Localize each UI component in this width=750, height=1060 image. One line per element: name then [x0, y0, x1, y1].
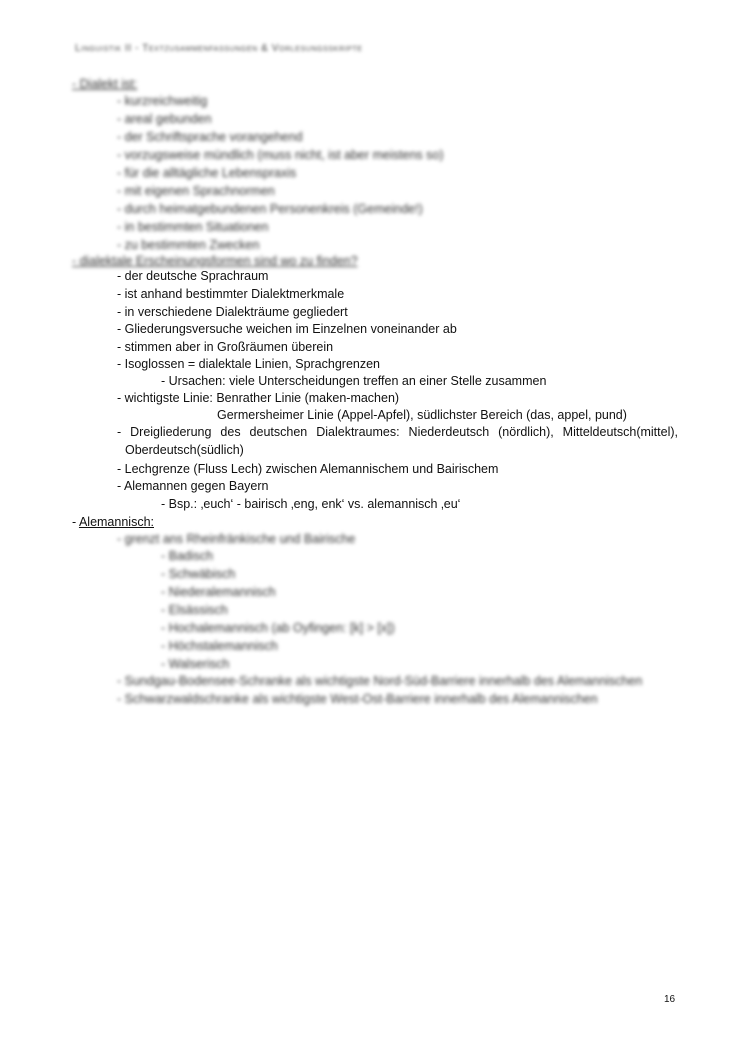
dreigliederung-line-2: Oberdeutsch(südlich): [125, 442, 244, 457]
erscheinung-item: - Isoglossen = dialektale Linien, Sprachgrenzen: [117, 357, 381, 371]
erscheinung-item: - ist anhand bestimmter Dialektmerkmale: [117, 287, 345, 301]
alemannisch-subitem: - Hochalemannisch (ab Oyfingen: [k] > [x]): [161, 621, 395, 635]
dialekt-item: - kurzreichweitig: [117, 94, 208, 108]
erscheinung-item: - Gliederungsversuche weichen im Einzelnen voneinander ab: [117, 322, 457, 336]
dialekt-item: - der Schriftsprache vorangehend: [117, 130, 303, 144]
dialekt-heading: - Dialekt ist:: [72, 77, 138, 91]
alemannen-item: - Alemannen gegen Bayern: [117, 479, 269, 493]
alemannisch-heading-dash: -: [72, 515, 79, 529]
page-header: Linguistik II - Textzusammenfassungen & Vorlesungsskripte: [75, 43, 363, 54]
dialekt-item: - zu bestimmten Zwecken: [117, 238, 260, 252]
alemannisch-heading: [72, 514, 154, 531]
alemannisch-subitem: - Walserisch: [161, 657, 230, 671]
dreigliederung-line-1: - Dreigliederung des deutschen Dialektraumes: Niederdeutsch (nördlich), Mitteldeutsch(mittel),: [117, 425, 678, 439]
dialekt-item: - areal gebunden: [117, 112, 212, 126]
alemannisch-subitem: - Elsässisch: [161, 603, 228, 617]
dialekt-item: - durch heimatgebundenen Personenkreis (Gemeinde!): [117, 202, 423, 216]
alemannisch-subitem: - Badisch: [161, 549, 214, 563]
lechgrenze-item: - Lechgrenze (Fluss Lech) zwischen Alemannischem und Bairischem: [117, 462, 499, 476]
alemannisch-subitem: - Schwäbisch: [161, 567, 236, 581]
alemannisch-subitem: - Niederalemannisch: [161, 585, 276, 599]
erscheinung-item: - der deutsche Sprachraum: [117, 269, 269, 283]
alemannisch-item: - Sundgau-Bodensee-Schranke als wichtigste Nord-Süd-Barriere innerhalb des Alemannischen: [117, 674, 643, 688]
dialekt-item: - für die alltägliche Lebenspraxis: [117, 166, 297, 180]
page-number: 16: [664, 994, 676, 1005]
alemannisch-heading-label: Alemannisch:: [78, 515, 154, 529]
ursachen-item: - Ursachen: viele Unterscheidungen treffen an einer Stelle zusammen: [161, 374, 547, 388]
erscheinung-item: - stimmen aber in Großräumen überein: [117, 340, 334, 354]
dialekt-item: - mit eigenen Sprachnormen: [117, 184, 275, 198]
alemannisch-subitem: - Höchstalemannisch: [161, 639, 278, 653]
alemannisch-item: - grenzt ans Rheinfränkische und Bairische: [117, 532, 356, 546]
alemannisch-item: - Schwarzwaldschranke als wichtigste West-Ost-Barriere innerhalb des Alemannischen: [117, 692, 598, 706]
wichtigste-linie: - wichtigste Linie: Benrather Linie (maken-machen): [117, 391, 400, 405]
germersheimer-linie: Germersheimer Linie (Appel-Apfel), südlichster Bereich (das, appel, pund): [217, 408, 627, 422]
dialekt-item: - vorzugsweise mündlich (muss nicht, ist aber meistens so): [117, 148, 444, 162]
dreigliederung-paragraph: [117, 424, 678, 459]
erscheinung-heading: - dialektale Erscheinungsformen sind wo zu finden?: [72, 254, 358, 268]
beispiel-item: - Bsp.: ‚euch‘ - bairisch ‚eng, enk‘ vs. alemannisch ‚eu‘: [161, 497, 461, 511]
dialekt-item: - in bestimmten Situationen: [117, 220, 269, 234]
erscheinung-item: - in verschiedene Dialekträume gegliedert: [117, 305, 348, 319]
